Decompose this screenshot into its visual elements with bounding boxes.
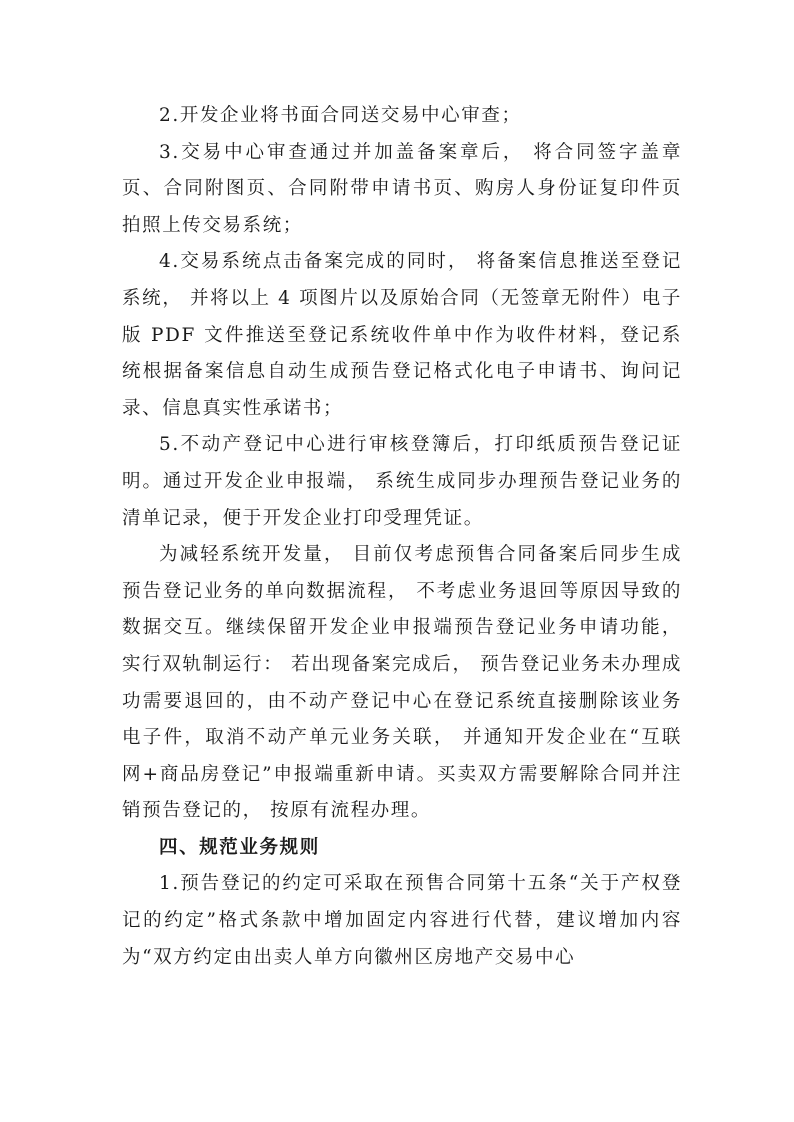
- paragraph-rule-1: 1.预告登记的约定可采取在预售合同第十五条“关于产权登记的约定”格式条款中增加固定内容进行代替，建议增加内容为“双方约定由出卖人单方向徽州区房地产交易中心: [122, 873, 682, 968]
- paragraph-dual-track: 为减轻系统开发量， 目前仅考虑预售合同备案后同步生成预告登记业务的单向数据流程， 不考虑业务退回等原因导致的数据交互。继续保留开发企业申报端预告登记业务申请功能， 实行双轨制运行： 若出现备案完成后， 预告登记业务未办理成功需要退回的，由不动产登记中心在登记系统直接删除该业务电子件，取消不动产单元业务关联， 并通知开发企业在“互联网+商品房登记”申报端重新申请。买卖双方需要解除合同并注销预告登记的， 按原有流程办理。: [122, 544, 682, 822]
- document-body: [122, 98, 682, 976]
- paragraph-step-4: 4.交易系统点击备案完成的同时， 将备案信息推送至登记系统， 并将以上 4 项图片以及原始合同（无签章无附件）电子版 PDF 文件推送至登记系统收件单中作为收件材料，登记系统根据备案信息自动生成预告登记格式化电子申请书、询问记录、信息真实性承诺书；: [122, 251, 682, 419]
- paragraph-step-3: 3.交易中心审查通过并加盖备案章后， 将合同签字盖章页、合同附图页、合同附带申请书页、购房人身份证复印件页拍照上传交易系统；: [122, 141, 682, 236]
- section-heading: 四、规范业务规则: [159, 836, 320, 858]
- paragraph-step-2: 2.开发企业将书面合同送交易中心审查；: [159, 105, 522, 126]
- paragraph-step-5: 5.不动产登记中心进行审核登簿后，打印纸质预告登记证明。通过开发企业申报端， 系统生成同步办理预告登记业务的清单记录，便于开发企业打印受理凭证。: [122, 434, 682, 529]
